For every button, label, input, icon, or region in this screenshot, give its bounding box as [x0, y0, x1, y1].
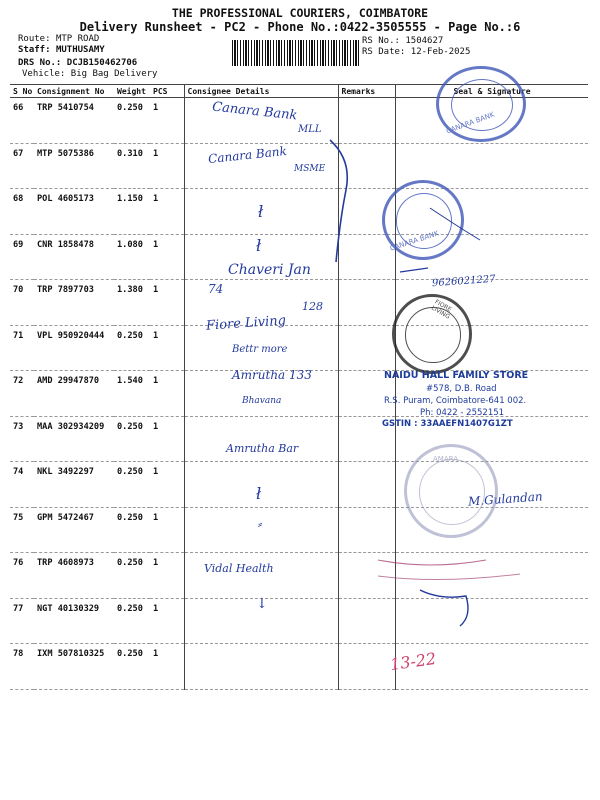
cell-weight: 0.250	[114, 462, 150, 508]
cell-consignment: VPL 950920444	[34, 325, 114, 371]
cell-consignment: TRP 4608973	[34, 553, 114, 599]
cell-sno: 67	[10, 143, 34, 189]
staff-value: MUTHUSAMY	[55, 45, 105, 55]
cell-pcs: 1	[150, 416, 184, 462]
cell-consignment: MTP 5075386	[34, 143, 114, 189]
handwriting-note: Fiore Living	[205, 313, 287, 334]
cell-weight: 1.540	[114, 371, 150, 417]
cell-weight: 0.250	[114, 644, 150, 690]
handwriting-note: Amrutha Bar	[226, 442, 299, 455]
cell-pcs: 1	[150, 462, 184, 508]
shop-stamp-name: NAIDU HALL FAMILY STORE	[384, 370, 529, 381]
cell-sno: 73	[10, 416, 34, 462]
cell-sno: 66	[10, 98, 34, 144]
rs-date-label: RS Date:	[362, 47, 406, 57]
col-consignee: Consignee Details	[184, 85, 338, 98]
cell-weight: 0.250	[114, 507, 150, 553]
route-label: Route:	[18, 34, 51, 44]
handwriting-note: 128	[302, 300, 323, 313]
handwriting-mark: ⸗	[258, 517, 263, 532]
cell-consignment: NGT 40130329	[34, 598, 114, 644]
cell-consignment: AMD 29947870	[34, 371, 114, 417]
handwriting-mark: ↓	[256, 596, 268, 612]
cell-pcs: 1	[150, 553, 184, 599]
cell-weight: 1.150	[114, 189, 150, 235]
route-value: MTP ROAD	[55, 34, 100, 44]
company-title: THE PROFESSIONAL COURIERS, COIMBATORE	[171, 6, 429, 20]
cell-pcs: 1	[150, 371, 184, 417]
handwriting-signature: M.Gulandan	[467, 489, 544, 509]
cell-pcs: 1	[150, 189, 184, 235]
cell-consignment: GPM 5472467	[34, 507, 114, 553]
cell-sno: 74	[10, 462, 34, 508]
cell-consignment: TRP 5410754	[34, 98, 114, 144]
handwriting-phone: 9626021227	[431, 273, 496, 290]
handwriting-mark: ł	[258, 202, 264, 221]
shop-stamp-gstin: GSTIN : 33AAEFN1407G1ZT	[382, 419, 513, 429]
rs-no-value: 1504627	[405, 36, 444, 46]
cell-weight: 1.380	[114, 280, 150, 326]
cell-consignment: NKL 3492297	[34, 462, 114, 508]
rs-no-label: RS No.:	[362, 36, 400, 46]
cell-sno: 72	[10, 371, 34, 417]
cell-pcs: 1	[150, 325, 184, 371]
col-weight: Weight	[114, 85, 150, 98]
vehicle-label: Vehicle:	[22, 69, 66, 79]
stamp-text: CANARA BANK	[389, 229, 440, 253]
cell-sno: 69	[10, 234, 34, 280]
vehicle-value: Big Bag Delivery	[70, 69, 158, 79]
cell-consignment: POL 4605173	[34, 189, 114, 235]
cell-weight: 1.080	[114, 234, 150, 280]
cell-pcs: 1	[150, 143, 184, 189]
col-seal: Seal & Signature	[395, 85, 588, 98]
drs-value: DCJB150462706	[66, 58, 138, 68]
rs-date-value: 12-Feb-2025	[410, 47, 471, 57]
handwriting-note: Canara Bank	[211, 99, 299, 124]
handwriting-note: MLL	[298, 124, 322, 135]
cell-sno: 77	[10, 598, 34, 644]
cell-weight: 0.250	[114, 553, 150, 599]
cell-weight: 0.250	[114, 98, 150, 144]
drs-label: DRS No.:	[18, 58, 62, 68]
handwriting-note: Chaveri Jan	[228, 262, 311, 278]
cell-weight: 0.250	[114, 325, 150, 371]
cell-sno: 71	[10, 325, 34, 371]
col-remarks: Remarks	[338, 85, 395, 98]
cell-pcs: 1	[150, 280, 184, 326]
cell-consignment: MAA 302934209	[34, 416, 114, 462]
handwriting-note: Bhavana	[242, 396, 282, 406]
cell-weight: 0.250	[114, 416, 150, 462]
col-consignment: Consignment No	[34, 85, 114, 98]
shop-stamp-address: #578, D.B. Road	[426, 384, 497, 394]
stamp-text: AMARA	[433, 455, 458, 463]
shop-stamp-phone: Ph: 0422 - 2552151	[420, 408, 505, 418]
cell-sno: 75	[10, 507, 34, 553]
cell-pcs: 1	[150, 507, 184, 553]
cell-sno: 76	[10, 553, 34, 599]
handwriting-mark: ł	[256, 236, 262, 255]
handwriting-note: Amrutha 133	[232, 368, 312, 382]
cell-sno: 78	[10, 644, 34, 690]
handwriting-red-note: 13-22	[388, 648, 438, 675]
shop-stamp-city: R.S. Puram, Coimbatore-641 002.	[384, 396, 527, 406]
cell-pcs: 1	[150, 98, 184, 144]
handwriting-note: Bettr more	[232, 344, 288, 355]
cell-sno: 70	[10, 280, 34, 326]
cell-consignment: CNR 1858478	[34, 234, 114, 280]
col-pcs: PCS	[150, 85, 184, 98]
cell-pcs: 1	[150, 644, 184, 690]
cell-sno: 68	[10, 189, 34, 235]
cell-consignment: TRP 7897703	[34, 280, 114, 326]
stamp-text: FIORE LIVING	[430, 298, 453, 321]
runsheet-title: Delivery Runsheet - PC2 - Phone No.:0422-3505555 - Page No.:6	[79, 20, 521, 34]
handwriting-note: Canara Bank	[207, 143, 288, 167]
cell-pcs: 1	[150, 234, 184, 280]
staff-label: Staff:	[18, 45, 51, 55]
handwriting-note: 74	[208, 282, 224, 296]
cell-weight: 0.310	[114, 143, 150, 189]
cell-weight: 0.250	[114, 598, 150, 644]
cell-pcs: 1	[150, 598, 184, 644]
col-sno: S No	[10, 85, 34, 98]
handwriting-mark: ł	[256, 484, 262, 503]
handwriting-note: Vidal Health	[204, 562, 274, 575]
stamp-text: CANARA BANK	[445, 110, 496, 136]
cell-consignment: IXM 507810325	[34, 644, 114, 690]
handwriting-note: MSME	[294, 164, 326, 174]
